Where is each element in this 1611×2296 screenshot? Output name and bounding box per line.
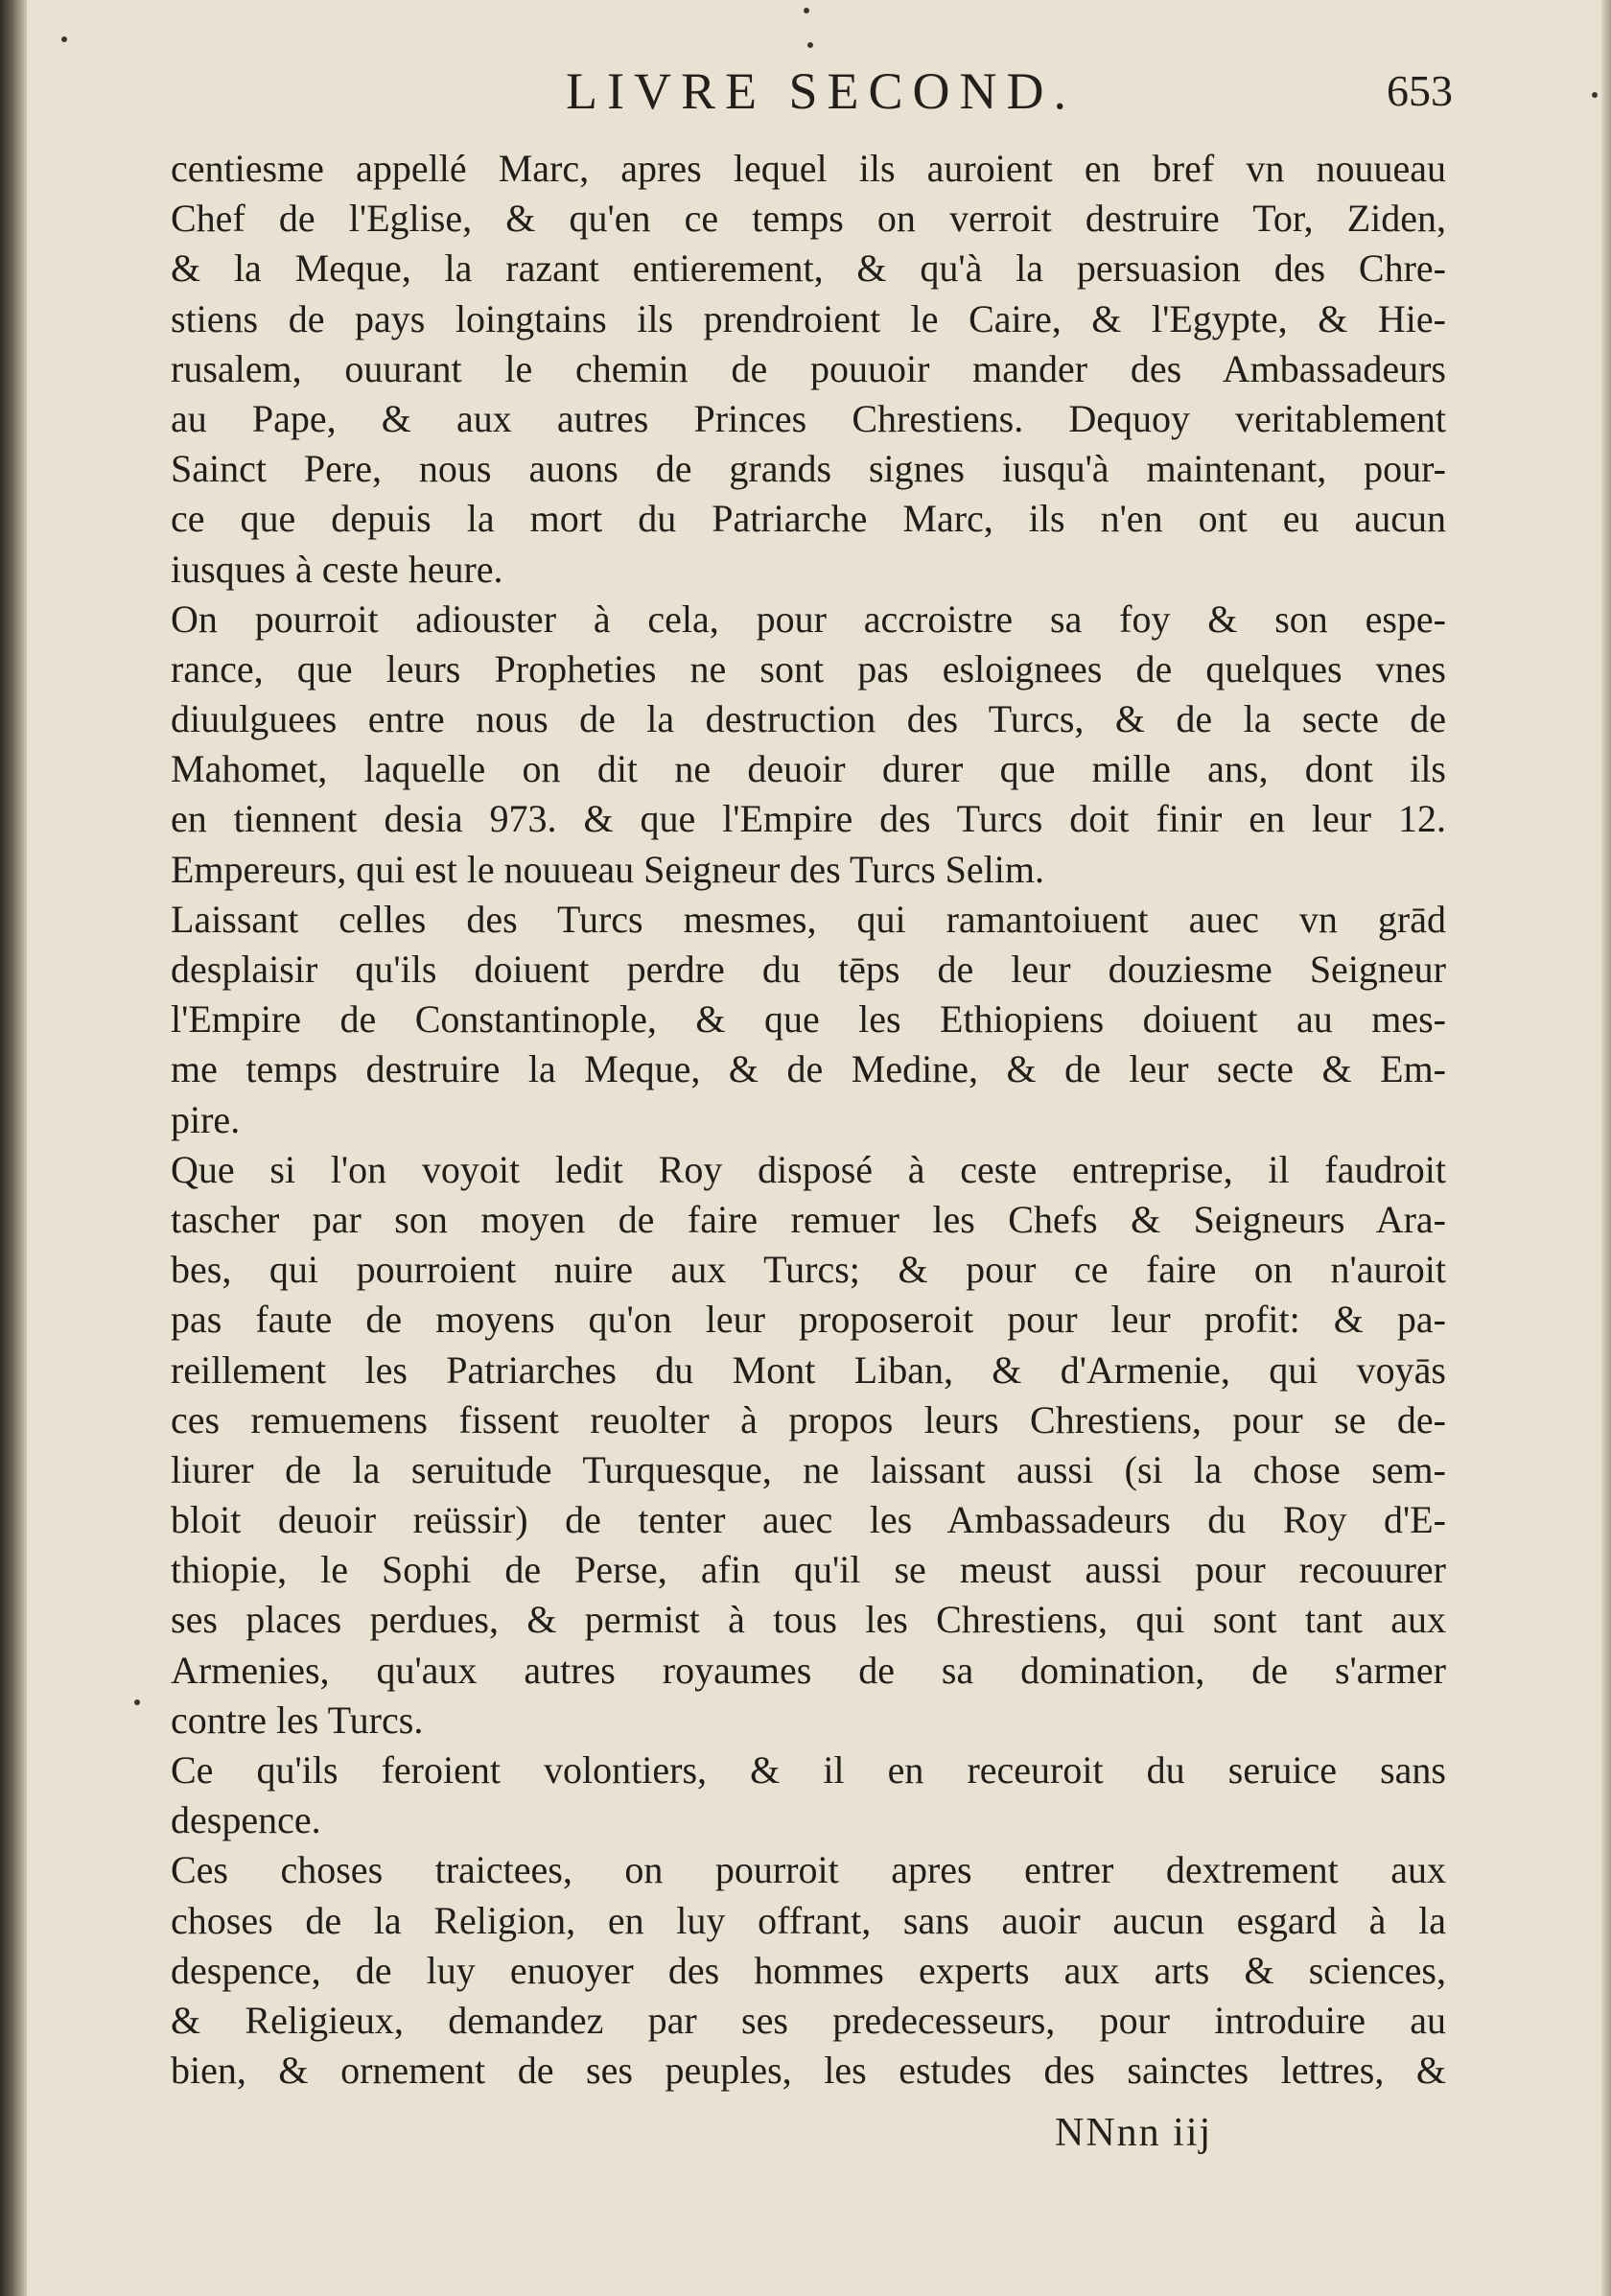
text-line: despence, de luy enuoyer des hommes experts aux arts & sciences, [171,1948,1446,1992]
text-line: centiesme appellé Marc, apres lequel ils auroient en bref vn nouueau [171,147,1446,190]
text-line: On pourroit adiouster à cela, pour accroistre sa foy & son espe- [171,597,1446,641]
text-line: & la Meque, la razant entierement, & qu'à la persuasion des Chre- [171,246,1446,291]
ink-speck [61,36,67,42]
ink-speck [807,42,813,48]
text-line: l'Empire de Constantinople, & que les Ethiopiens doiuent au mes- [171,997,1446,1042]
ink-speck [804,8,809,13]
text-line: ces remuemens fissent reuolter à propos leurs Chrestiens, pour se de- [171,1397,1446,1441]
text-line: ses places perdues, & permist à tous les Chrestiens, qui sont tant aux [171,1598,1446,1642]
text-line: Laissant celles des Turcs mesmes, qui ramantoiuent auec vn grād [171,897,1446,941]
body-text [171,144,1446,2096]
text-line: au Pape, & aux autres Princes Chrestiens. Dequoy veritablement [171,396,1446,440]
text-line: desplaisir qu'ils doiuent perdre du tēps de leur douziesme Seigneur [171,948,1446,991]
text-line: Mahomet, laquelle on dit ne deuoir durer que mille ans, dont ils [171,747,1446,791]
ink-speck [134,1699,140,1705]
text-line: Ce qu'ils feroient volontiers, & il en receuroit du seruice sans [171,1748,1446,1792]
text-line: tascher par son moyen de faire remuer les Chefs & Seigneurs Ara- [171,1197,1446,1241]
text-line: Chef de l'Eglise, & qu'en ce temps on verroit destruire Tor, Ziden, [171,197,1446,241]
text-line: rusalem, ouurant le chemin de pouuoir mander des Ambassadeurs [171,346,1446,390]
text-line: pire. [171,1097,241,1141]
text-line: stiens de pays loingtains ils prendroient le Caire, & l'Egypte, & Hie- [171,296,1446,340]
signature-mark: NNnn iij [1055,2111,1213,2155]
text-line: Ces choses traictees, on pourroit apres entrer dextrement aux [171,1848,1446,1892]
text-line: bloit deuoir reüssir) de tenter auec les Ambassadeurs du Roy d'E- [171,1498,1446,1542]
text-line: contre les Turcs. [171,1698,424,1742]
text-line: bien, & ornement de ses peuples, les estudes des sainctes lettres, & [171,2049,1446,2093]
text-line: reillement les Patriarches du Mont Liban, & d'Armenie, qui voyās [171,1347,1446,1392]
text-line: bes, qui pourroient nuire aux Turcs; & pour ce faire on n'auroit [171,1248,1446,1292]
text-line: & Religieux, demandez par ses predecesseurs, pour introduire au [171,1998,1446,2042]
text-line: diuulguees entre nous de la destruction des Turcs, & de la secte de [171,697,1446,741]
page-number: 653 [1387,66,1453,115]
text-line: rance, que leurs Propheties ne sont pas esloignees de quelques vnes [171,646,1446,691]
text-line: en tiennent desia 973. & que l'Empire des Turcs doit finir en leur 12. [171,797,1446,841]
text-line: liurer de la seruitude Turquesque, ne laissant aussi (si la chose sem- [171,1447,1446,1491]
text-line: me temps destruire la Meque, & de Medine, & de leur secte & Em- [171,1047,1446,1091]
text-line: Sainct Pere, nous auons de grands signes iusqu'à maintenant, pour- [171,447,1446,491]
text-line: thiopie, le Sophi de Perse, afin qu'il se meust aussi pour recouurer [171,1548,1446,1592]
text-line: Que si l'on voyoit ledit Roy disposé à ceste entreprise, il faudroit [171,1147,1446,1191]
running-title: LIVRE SECOND. [566,62,1076,120]
text-line: pas faute de moyens qu'on leur proposeroit pour leur profit: & pa- [171,1298,1446,1342]
text-line: ce que depuis la mort du Patriarche Marc, ils n'en ont eu aucun [171,497,1446,541]
text-line: choses de la Religion, en luy offrant, sans auoir aucun esgard à la [171,1898,1446,1942]
ink-speck [1592,92,1598,98]
text-line: iusques à ceste heure. [171,547,503,591]
text-line: Empereurs, qui est le nouueau Seigneur des Turcs Selim. [171,847,1044,891]
text-line: despence. [171,1798,321,1842]
text-line: Armenies, qu'aux autres royaumes de sa domination, de s'armer [171,1648,1446,1692]
page-header [163,61,1453,130]
